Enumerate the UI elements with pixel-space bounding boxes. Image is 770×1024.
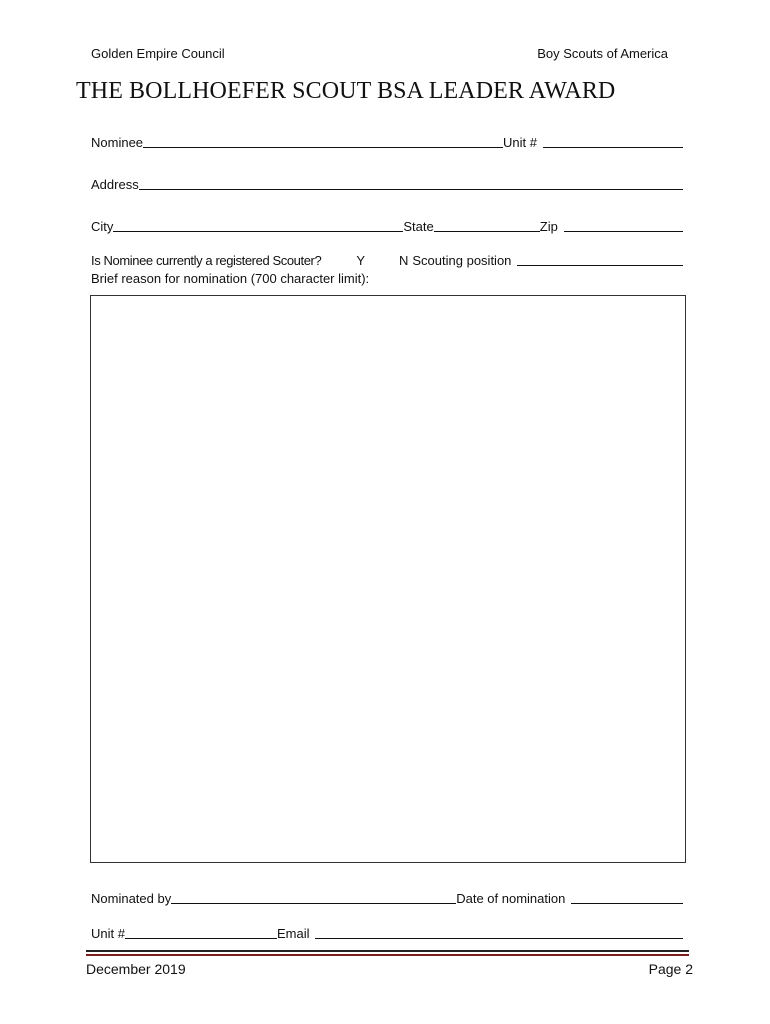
nominee-row: [91, 128, 683, 150]
date-of-nomination-field[interactable]: [571, 903, 683, 904]
unit-label: Unit #: [503, 135, 537, 150]
zip-label: Zip: [539, 219, 558, 234]
registered-yes-option[interactable]: Y: [356, 253, 365, 268]
unit2-label: Unit #: [91, 926, 125, 941]
header-council: Golden Empire Council: [91, 46, 225, 61]
date-of-nomination-label: Date of nomination: [456, 891, 566, 906]
unit-field[interactable]: [543, 147, 683, 148]
footer-date: December 2019: [86, 961, 186, 977]
email-label: Email: [276, 926, 310, 941]
city-state-zip-row: [91, 212, 683, 234]
zip-field[interactable]: [564, 231, 683, 232]
nominated-by-label: Nominated by: [91, 891, 172, 906]
header-organization: Boy Scouts of America: [537, 46, 668, 61]
address-row: [91, 170, 683, 192]
nominee-field[interactable]: [143, 147, 503, 148]
nominee-label: Nominee: [91, 135, 144, 150]
scouting-position-label: Scouting position: [412, 253, 512, 268]
footer-divider-bottom: [86, 954, 689, 956]
email-field[interactable]: [315, 938, 683, 939]
city-label: City: [91, 219, 114, 234]
scouting-position-field[interactable]: [517, 265, 683, 266]
state-field[interactable]: [434, 231, 540, 232]
reason-textarea[interactable]: [90, 295, 686, 863]
unit2-field[interactable]: [125, 938, 277, 939]
unit-email-row: [91, 919, 683, 941]
nominated-by-field[interactable]: [171, 903, 456, 904]
registered-row: [91, 246, 683, 268]
brief-reason-label: Brief reason for nomination (700 character limit):: [91, 271, 370, 286]
page-title: THE BOLLHOEFER SCOUT BSA LEADER AWARD: [76, 78, 616, 104]
state-label: State: [403, 219, 434, 234]
city-field[interactable]: [113, 231, 403, 232]
address-label: Address: [91, 177, 139, 192]
address-field[interactable]: [139, 189, 683, 190]
registered-question: Is Nominee currently a registered Scouter?: [91, 253, 322, 268]
footer-page-number: Page 2: [648, 961, 693, 977]
nominated-by-row: [91, 884, 683, 906]
footer-divider-top: [86, 950, 689, 952]
registered-no-option[interactable]: N: [399, 253, 409, 268]
